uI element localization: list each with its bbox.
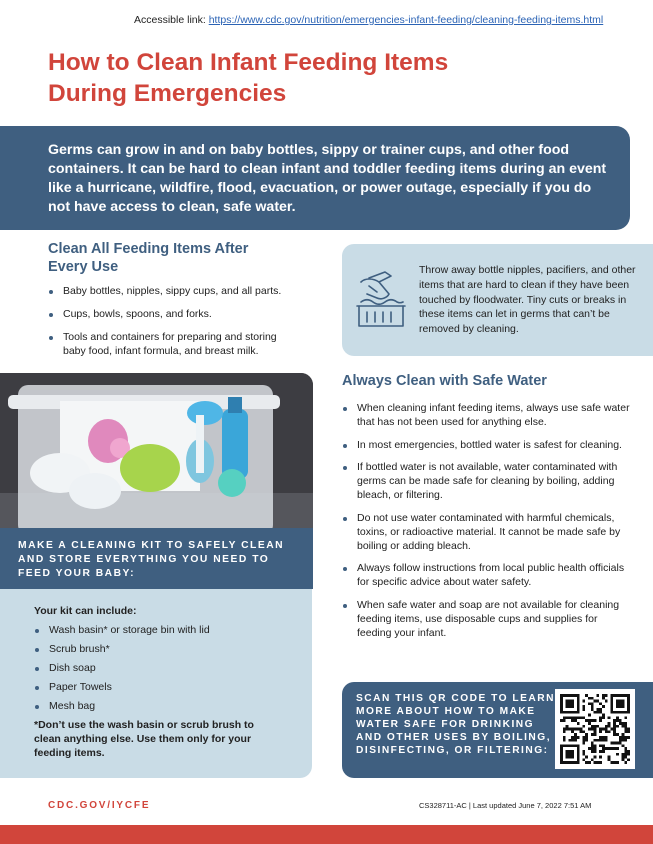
page-title-line2: During Emergencies	[48, 80, 287, 107]
section-clean-heading: Clean All Feeding Items After Every Use	[48, 241, 249, 275]
hand-in-water-icon	[355, 268, 407, 330]
list-item: Wash basin* or storage bin with lid	[34, 623, 298, 637]
list-item: Do not use water contaminated with harmful chemicals, toxins, or radioactive material. It cannot be made safe by boiling or adding bleach.	[342, 511, 632, 553]
list-item: If bottled water is not available, water contaminated with germs can be made safe for cleaning by boiling, adding bleach, or filtering.	[342, 460, 632, 502]
accessible-link-line	[134, 14, 603, 26]
list-item: Tools and containers for preparing and storing baby food, infant formula, and breast milk.	[48, 330, 298, 358]
floodwater-callout	[342, 244, 653, 356]
page-title	[48, 47, 518, 109]
page-title-line1: How to Clean Infant Feeding Items	[48, 49, 449, 76]
qr-callout-text: SCAN THIS QR CODE TO LEARN MORE ABOUT HOW TO MAKE WATER SAFE FOR DRINKING AND OTHER USES BY BOILING, DISINFECTING, OR FILTERING:	[356, 693, 555, 756]
qr-code-icon[interactable]	[555, 689, 635, 769]
footer-doc-info: CS328711-AC | Last updated June 7, 2022 7:51 AM	[419, 801, 592, 810]
list-item: Cups, bowls, spoons, and forks.	[48, 307, 298, 321]
list-item: When safe water and soap are not available for cleaning feeding items, use disposable cups and supplies for feeding your infant.	[342, 598, 632, 640]
cleaning-kit-banner: MAKE A CLEANING KIT TO SAFELY CLEAN AND STORE EVERYTHING YOU NEED TO FEED YOUR BABY:	[0, 528, 313, 589]
floodwater-text: Throw away bottle nipples, pacifiers, and other items that are hard to clean if they have been touched by floodwater. Tiny cuts or breaks in these items can let in germs that can’t be removed by cleaning.	[419, 264, 636, 336]
intro-banner: Germs can grow in and on baby bottles, sippy or trainer cups, and other food containers. It can be hard to clean infant and toddler feeding items during an event like a hurricane, wildfire, flood, evacuation, or power outage, especially if you do not have access to clean, safe water.	[0, 126, 630, 230]
list-item: Dish soap	[34, 661, 298, 675]
list-item: When cleaning infant feeding items, always use safe water that has not been used for anything else.	[342, 401, 632, 429]
list-item: Always follow instructions from local public health officials for specific advice about water safety.	[342, 561, 632, 589]
clean-items-list	[48, 284, 298, 367]
list-item: Scrub brush*	[34, 642, 298, 656]
kit-list-title: Your kit can include:	[34, 605, 137, 617]
footer-red-bar	[0, 825, 653, 844]
kit-note: *Don’t use the wash basin or scrub brush to clean anything else. Use them only for your feeding items.	[34, 719, 254, 759]
list-item: In most emergencies, bottled water is safest for cleaning.	[342, 438, 632, 452]
accessible-link-url[interactable]: https://www.cdc.gov/nutrition/emergencies-infant-feeding/cleaning-feeding-items.html	[208, 14, 604, 26]
safe-water-list	[342, 401, 632, 648]
accessible-link-label: Accessible link:	[134, 14, 206, 26]
kit-items-list	[34, 623, 298, 713]
qr-code-graphic	[560, 694, 630, 764]
cleaning-kit-illustration	[0, 373, 313, 533]
kit-list-box	[0, 589, 312, 778]
list-item: Paper Towels	[34, 680, 298, 694]
list-item: Baby bottles, nipples, sippy cups, and all parts.	[48, 284, 298, 298]
footer-site-link[interactable]: CDC.GOV/IYCFE	[48, 800, 151, 811]
section-safe-water-heading: Always Clean with Safe Water	[342, 373, 547, 389]
list-item: Mesh bag	[34, 699, 298, 713]
qr-callout	[342, 682, 653, 778]
cleaning-kit-photo	[0, 373, 313, 533]
